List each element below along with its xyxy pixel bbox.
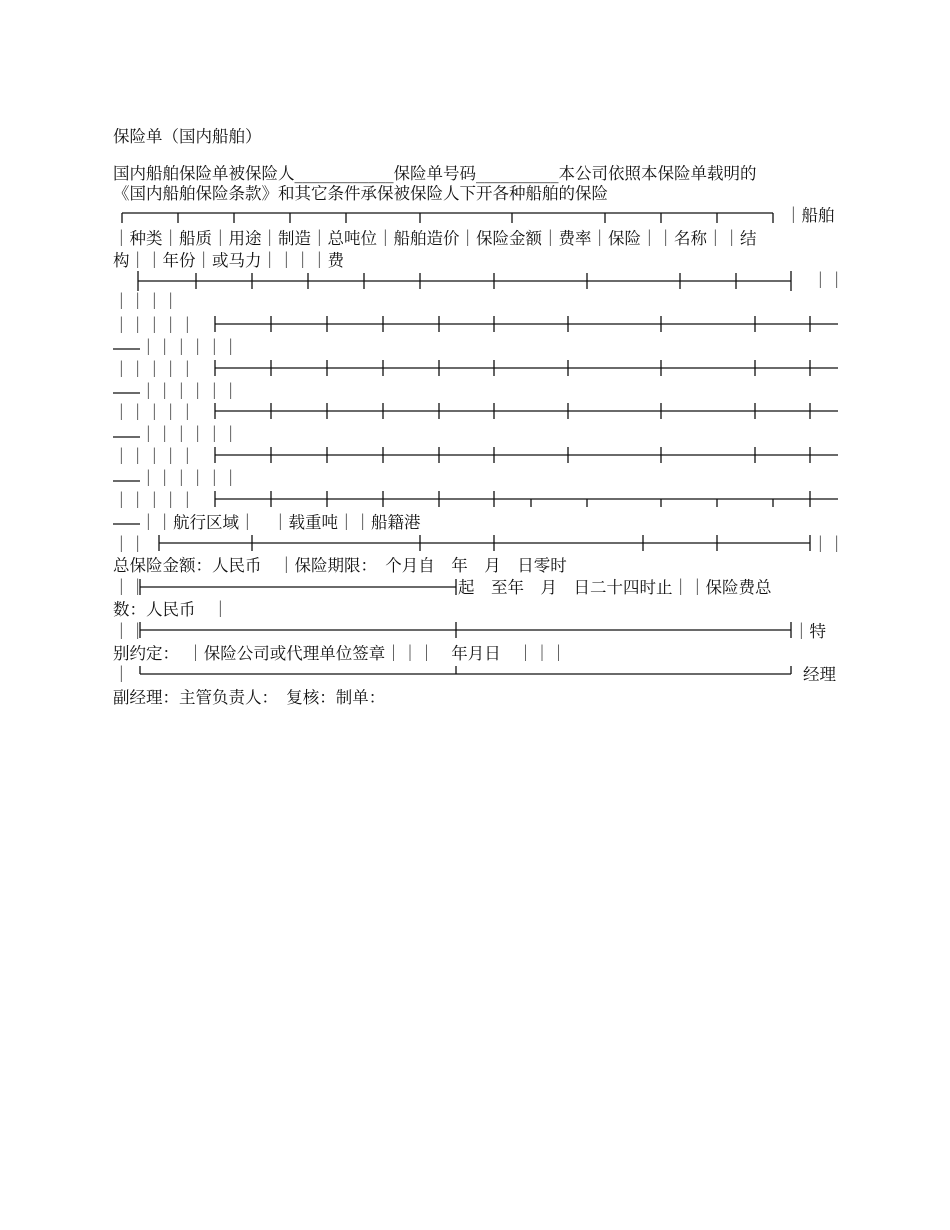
- table-row: ｜｜｜｜｜: [113, 316, 196, 335]
- table-row: ｜｜｜｜｜｜: [140, 469, 239, 488]
- intro-line-2: 《国内船舶保险条款》和其它条件承保被保险人下开各种船舶的保险: [113, 184, 608, 203]
- table-row: ｜｜｜｜｜｜: [140, 338, 239, 357]
- table-row: ｜｜｜｜｜｜: [140, 425, 239, 444]
- table-row: ｜｜｜｜｜: [113, 360, 196, 379]
- policy-period-row: 起 至年 月 日二十四时止｜｜保险费总: [458, 578, 772, 597]
- table-line: ｜特: [793, 622, 826, 641]
- intro-line-1: 国内船舶保险单被保险人____________保险单号码__________本公司依照本保险单载明的: [113, 164, 757, 183]
- table-row: ｜｜｜｜｜｜: [140, 382, 239, 401]
- signatories-row: 副经理：主管负责人： 复核：制单：: [113, 688, 386, 707]
- policy-title: 保险单（国内船舶）: [113, 127, 262, 146]
- table-row: ｜｜｜｜｜: [113, 447, 196, 466]
- table-row: ｜｜｜｜｜: [113, 491, 196, 510]
- manager-label: 经理: [803, 665, 836, 684]
- navigation-area-row: ｜｜航行区域｜ ｜载重吨｜｜船籍港: [140, 513, 421, 532]
- table-line: ｜: [113, 665, 130, 684]
- table-line: ｜｜｜｜: [113, 292, 179, 311]
- table-line: ｜｜: [812, 535, 845, 554]
- table-line: ｜｜: [113, 622, 146, 641]
- table-line: ｜｜: [113, 535, 146, 554]
- total-insured-row: 总保险金额：人民币 ｜保险期限： 个月自 年 月 日零时: [113, 556, 567, 575]
- table-line: ｜船舶: [785, 206, 835, 225]
- special-terms-row: 别约定： ｜保险公司或代理单位签章｜｜｜ 年月日 ｜｜｜: [113, 644, 567, 663]
- table-header-row: 构｜｜年份｜或马力｜｜｜｜费: [113, 251, 344, 270]
- table-row: ｜｜｜｜｜: [113, 403, 196, 422]
- premium-row: 数：人民币 ｜: [113, 600, 229, 619]
- table-line: ｜｜: [812, 271, 845, 290]
- table-line: ｜｜: [113, 578, 146, 597]
- table-header-row: ｜种类｜船质｜用途｜制造｜总吨位｜船舶造价｜保险金额｜费率｜保险｜｜名称｜｜结: [113, 229, 757, 248]
